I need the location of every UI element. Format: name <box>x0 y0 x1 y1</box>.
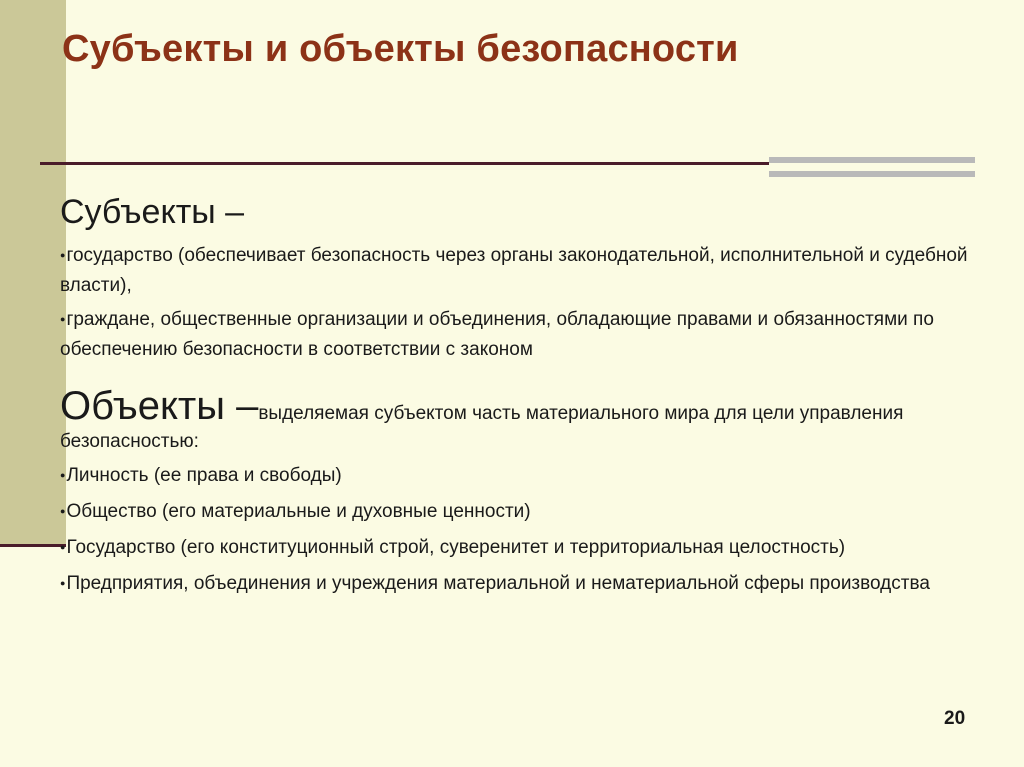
list-item: ●Предприятия, объединения и учреждения материальной и нематериальной сферы производства <box>60 573 930 594</box>
subjects-heading: Субъекты – <box>60 193 245 231</box>
objects-heading: Объекты – <box>60 384 259 428</box>
bullet-dot-icon: ● <box>60 506 66 516</box>
side-decor-rule <box>0 544 66 547</box>
bullet-dot-icon: ● <box>60 314 66 324</box>
list-item: ●Государство (его конституционный строй, суверенитет и территориальная целостность) <box>60 537 846 558</box>
list-item: ●Общество (его материальные и духовные ценности) <box>60 501 531 522</box>
list-item: ●граждане, общественные организации и объединения, обладающие правами и обязанностями по обеспечению безопасности в соответствии с законом <box>60 309 934 360</box>
side-decor-bar <box>0 0 66 546</box>
slide-content <box>60 192 980 606</box>
bullet-dot-icon: ● <box>60 542 66 552</box>
page-number: 20 <box>944 708 966 729</box>
bullet-dot-icon: ● <box>60 578 66 588</box>
list-item: ●государство (обеспечивает безопасность через органы законодательной, исполнительной и судебной власти), <box>60 245 968 296</box>
objects-definition <box>60 384 980 456</box>
bullet-dot-icon: ● <box>60 470 66 480</box>
slide-title: Субъекты и объекты безопасности <box>62 28 739 70</box>
bullet-dot-icon: ● <box>60 250 66 260</box>
title-divider-accent <box>769 157 975 177</box>
list-item: ●Личность (ее права и свободы) <box>60 465 342 486</box>
objects-section <box>60 384 980 600</box>
objects-intro: выделяемая субъектом часть материального мира для цели управления безопасностью: <box>60 403 904 452</box>
